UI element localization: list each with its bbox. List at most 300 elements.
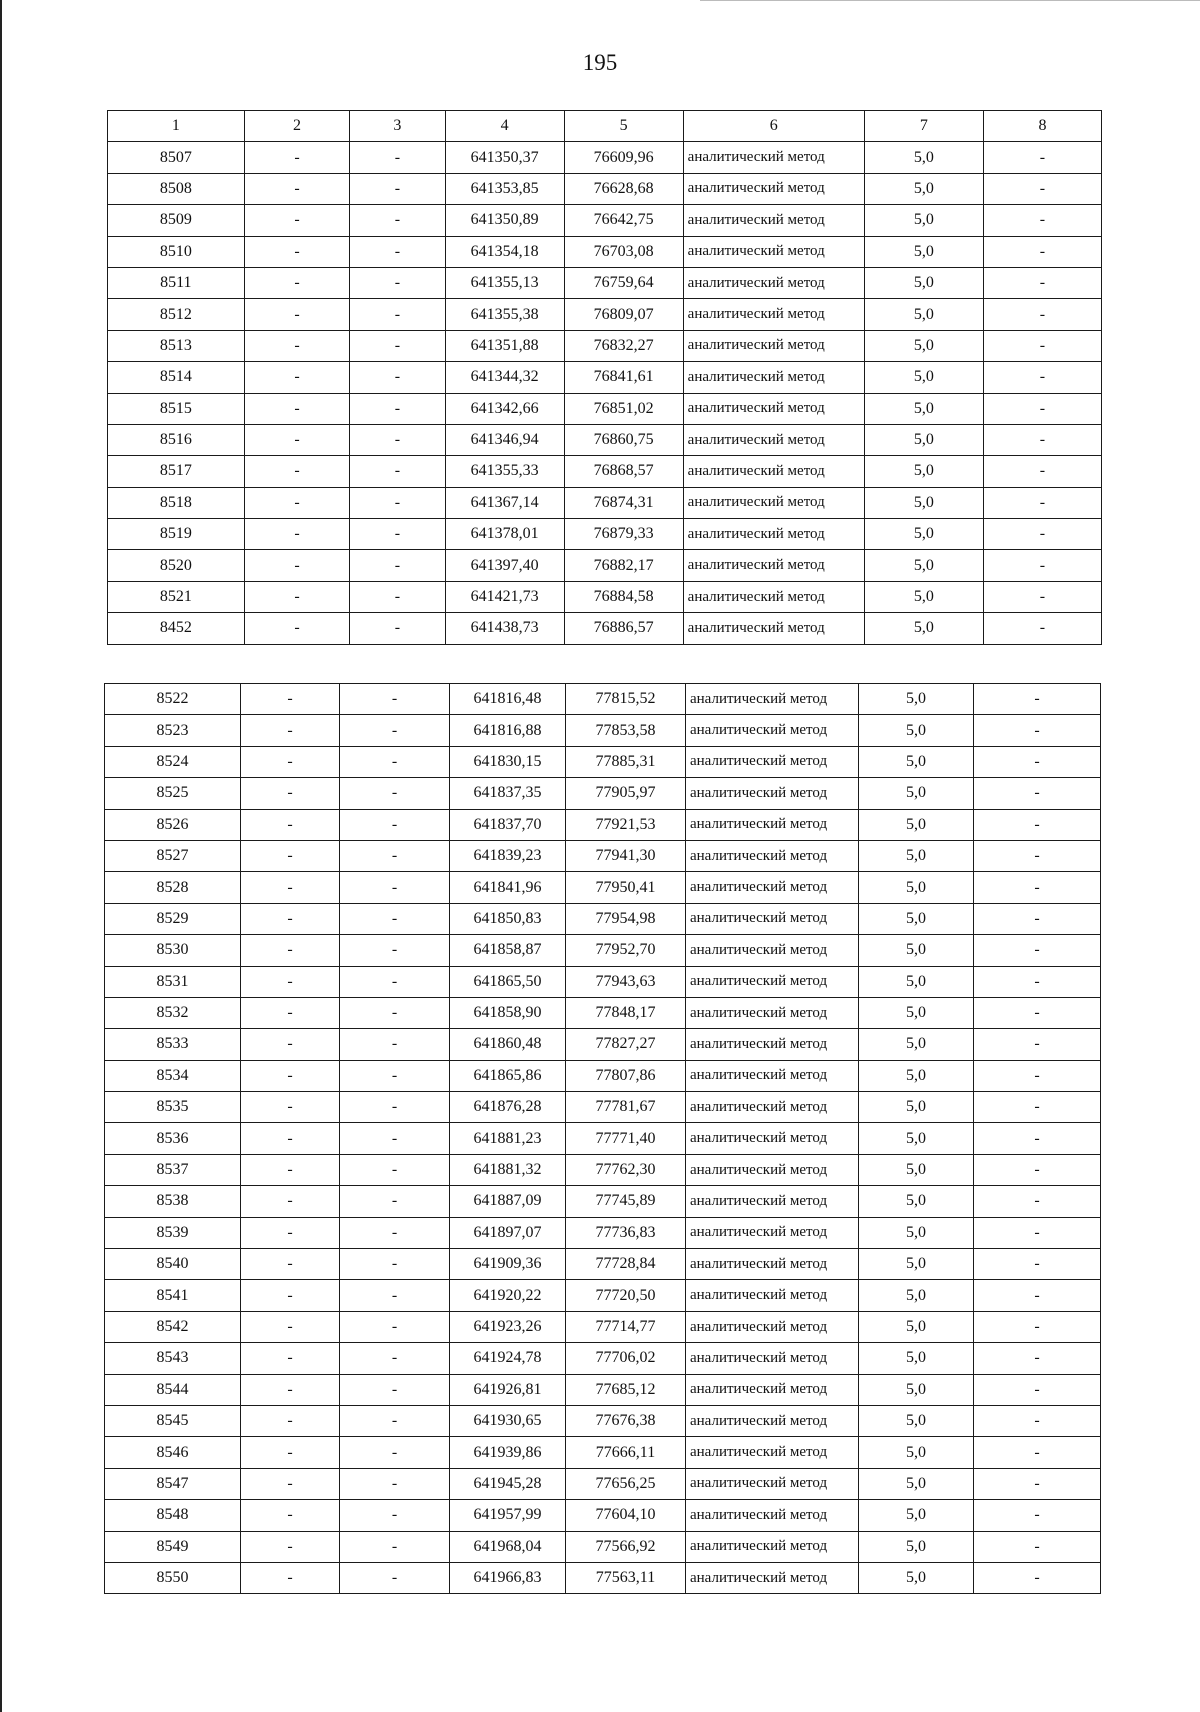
header-cell: 4 — [445, 111, 564, 142]
table-cell: - — [241, 1186, 340, 1217]
table-cell: 76868,57 — [564, 456, 683, 487]
table-cell: - — [241, 1468, 340, 1499]
method-cell: аналитический метод — [686, 778, 859, 809]
table-row — [105, 1249, 1101, 1280]
method-cell: аналитический метод — [686, 1092, 859, 1123]
table-cell: - — [983, 330, 1101, 361]
table-cell: - — [241, 1500, 340, 1531]
table-cell: 77706,02 — [566, 1343, 686, 1374]
table-cell: - — [340, 1500, 450, 1531]
table-cell: 641837,70 — [450, 809, 566, 840]
point-number-cell: 8522 — [105, 684, 241, 715]
method-cell: аналитический метод — [686, 1060, 859, 1091]
method-cell: аналитический метод — [686, 1311, 859, 1342]
table-cell: 77941,30 — [566, 840, 686, 871]
table-cell: - — [241, 1217, 340, 1248]
table-cell: - — [983, 236, 1101, 267]
method-cell: аналитический метод — [686, 715, 859, 746]
table-cell: 5,0 — [859, 903, 974, 934]
table-row — [105, 1343, 1101, 1374]
table-row — [105, 1531, 1101, 1562]
table-cell: - — [983, 205, 1101, 236]
table-cell: - — [244, 393, 350, 424]
method-cell: аналитический метод — [686, 1500, 859, 1531]
method-cell: аналитический метод — [686, 746, 859, 777]
table-cell: 641968,04 — [450, 1531, 566, 1562]
table-row — [108, 267, 1102, 298]
table-cell: - — [983, 142, 1101, 173]
table-cell: 5,0 — [859, 746, 974, 777]
table-cell: - — [340, 1029, 450, 1060]
table-cell: 641923,26 — [450, 1311, 566, 1342]
table-cell: - — [241, 872, 340, 903]
point-number-cell: 8536 — [105, 1123, 241, 1154]
point-number-cell: 8525 — [105, 778, 241, 809]
header-cell: 2 — [244, 111, 350, 142]
table-row — [108, 236, 1102, 267]
table-row — [105, 778, 1101, 809]
table-cell: 641397,40 — [445, 550, 564, 581]
table-cell: - — [340, 1249, 450, 1280]
table-cell: - — [244, 519, 350, 550]
table-cell: - — [244, 330, 350, 361]
table-cell: 641881,23 — [450, 1123, 566, 1154]
table-row — [105, 903, 1101, 934]
method-cell: аналитический метод — [683, 236, 864, 267]
table-cell: 5,0 — [864, 550, 983, 581]
table-cell: - — [340, 1405, 450, 1436]
table-cell: 5,0 — [864, 299, 983, 330]
table-row — [105, 1217, 1101, 1248]
table-cell: 5,0 — [864, 424, 983, 455]
table-cell: 77666,11 — [566, 1437, 686, 1468]
point-number-cell: 8518 — [108, 487, 245, 518]
point-number-cell: 8524 — [105, 746, 241, 777]
table-cell: - — [974, 1249, 1101, 1280]
page-top-rule — [700, 0, 1200, 1]
table-cell: 5,0 — [864, 393, 983, 424]
table-cell: 77950,41 — [566, 872, 686, 903]
point-number-cell: 8534 — [105, 1060, 241, 1091]
table-cell: - — [350, 330, 445, 361]
table-row — [105, 1374, 1101, 1405]
table-cell: - — [340, 1343, 450, 1374]
table-cell: 5,0 — [859, 684, 974, 715]
method-cell: аналитический метод — [683, 393, 864, 424]
table-cell: 641350,37 — [445, 142, 564, 173]
table-cell: - — [241, 1343, 340, 1374]
table-cell: 77771,40 — [566, 1123, 686, 1154]
table-cell: - — [350, 613, 445, 644]
table-row — [105, 1405, 1101, 1436]
header-cell: 6 — [683, 111, 864, 142]
table-cell: 77853,58 — [566, 715, 686, 746]
table-row — [105, 1029, 1101, 1060]
table-cell: - — [974, 778, 1101, 809]
point-number-cell: 8538 — [105, 1186, 241, 1217]
table-cell: 641926,81 — [450, 1374, 566, 1405]
table-row — [108, 550, 1102, 581]
table-cell: 76860,75 — [564, 424, 683, 455]
point-number-cell: 8544 — [105, 1374, 241, 1405]
table-cell: 5,0 — [859, 809, 974, 840]
table-cell: - — [340, 1311, 450, 1342]
point-number-cell: 8507 — [108, 142, 245, 173]
table-cell: - — [244, 205, 350, 236]
table-cell: 77656,25 — [566, 1468, 686, 1499]
table-cell: 76809,07 — [564, 299, 683, 330]
table-cell: 76884,58 — [564, 581, 683, 612]
table-cell: - — [340, 966, 450, 997]
table-cell: 641966,83 — [450, 1562, 566, 1593]
header-cell: 5 — [564, 111, 683, 142]
method-cell: аналитический метод — [683, 424, 864, 455]
table-cell: - — [340, 997, 450, 1028]
table-cell: 77885,31 — [566, 746, 686, 777]
table-cell: - — [244, 173, 350, 204]
table-cell: 5,0 — [859, 1562, 974, 1593]
table-cell: - — [244, 362, 350, 393]
table-cell: 77943,63 — [566, 966, 686, 997]
table-cell: 5,0 — [859, 1029, 974, 1060]
point-number-cell: 8550 — [105, 1562, 241, 1593]
table-cell: - — [340, 1562, 450, 1593]
method-cell: аналитический метод — [686, 1249, 859, 1280]
table-cell: - — [974, 1562, 1101, 1593]
table-cell: 5,0 — [864, 142, 983, 173]
table-cell: 5,0 — [859, 1123, 974, 1154]
table-cell: - — [241, 1123, 340, 1154]
point-number-cell: 8515 — [108, 393, 245, 424]
table-cell: 77745,89 — [566, 1186, 686, 1217]
method-cell: аналитический метод — [686, 1405, 859, 1436]
table-cell: 76851,02 — [564, 393, 683, 424]
table-cell: - — [241, 684, 340, 715]
table-cell: 641881,32 — [450, 1154, 566, 1185]
table-cell: - — [244, 487, 350, 518]
point-number-cell: 8547 — [105, 1468, 241, 1499]
table-cell: 641909,36 — [450, 1249, 566, 1280]
table-cell: - — [974, 1029, 1101, 1060]
table-cell: - — [974, 1343, 1101, 1374]
table-cell: 5,0 — [859, 935, 974, 966]
table-cell: 641939,86 — [450, 1437, 566, 1468]
table-cell: - — [974, 1531, 1101, 1562]
method-cell: аналитический метод — [683, 142, 864, 173]
table-row — [105, 1060, 1101, 1091]
table-cell: 641858,90 — [450, 997, 566, 1028]
table-cell: 641837,35 — [450, 778, 566, 809]
table-cell: - — [974, 966, 1101, 997]
table-cell: 5,0 — [864, 205, 983, 236]
header-cell: 3 — [350, 111, 445, 142]
table-cell: 5,0 — [859, 872, 974, 903]
table-cell: 641342,66 — [445, 393, 564, 424]
table-cell: 5,0 — [864, 613, 983, 644]
table-cell: 641421,73 — [445, 581, 564, 612]
table-cell: 76703,08 — [564, 236, 683, 267]
table-row — [105, 684, 1101, 715]
table-cell: - — [340, 778, 450, 809]
table-row — [108, 393, 1102, 424]
table-row — [105, 1311, 1101, 1342]
table-cell: 641897,07 — [450, 1217, 566, 1248]
table-row — [108, 613, 1102, 644]
table-cell: - — [350, 393, 445, 424]
table-cell: - — [350, 424, 445, 455]
table-row — [108, 299, 1102, 330]
page-left-edge — [0, 0, 2, 1712]
table-cell: - — [974, 997, 1101, 1028]
table-cell: 5,0 — [859, 1092, 974, 1123]
table-row — [105, 1562, 1101, 1593]
table-cell: 5,0 — [864, 456, 983, 487]
table-cell: 641438,73 — [445, 613, 564, 644]
table-cell: - — [340, 1092, 450, 1123]
table-cell: 641860,48 — [450, 1029, 566, 1060]
table-row — [105, 746, 1101, 777]
table-cell: - — [983, 613, 1101, 644]
table-cell: 641924,78 — [450, 1343, 566, 1374]
table-cell: - — [350, 581, 445, 612]
point-number-cell: 8546 — [105, 1437, 241, 1468]
table-cell: 77848,17 — [566, 997, 686, 1028]
method-cell: аналитический метод — [686, 1468, 859, 1499]
table-row — [105, 1186, 1101, 1217]
table-cell: - — [244, 456, 350, 487]
point-number-cell: 8528 — [105, 872, 241, 903]
table-cell: 641876,28 — [450, 1092, 566, 1123]
table-cell: 76609,96 — [564, 142, 683, 173]
method-cell: аналитический метод — [686, 840, 859, 871]
table-cell: 77807,86 — [566, 1060, 686, 1091]
table-cell: 641344,32 — [445, 362, 564, 393]
table-cell: 5,0 — [859, 1468, 974, 1499]
table-row — [108, 330, 1102, 361]
table-cell: - — [244, 550, 350, 581]
point-number-cell: 8519 — [108, 519, 245, 550]
method-cell: аналитический метод — [686, 1343, 859, 1374]
table-cell: - — [244, 142, 350, 173]
table-cell: - — [974, 684, 1101, 715]
table-cell: 5,0 — [864, 236, 983, 267]
table-cell: 5,0 — [859, 1186, 974, 1217]
table-cell: - — [974, 1405, 1101, 1436]
table-cell: 76879,33 — [564, 519, 683, 550]
point-number-cell: 8535 — [105, 1092, 241, 1123]
point-number-cell: 8533 — [105, 1029, 241, 1060]
table-row — [108, 173, 1102, 204]
table-cell: - — [974, 809, 1101, 840]
table-row — [105, 1500, 1101, 1531]
table-cell: - — [340, 1154, 450, 1185]
table-cell: 5,0 — [859, 1405, 974, 1436]
table-cell: - — [241, 1405, 340, 1436]
point-number-cell: 8523 — [105, 715, 241, 746]
method-cell: аналитический метод — [683, 362, 864, 393]
point-number-cell: 8542 — [105, 1311, 241, 1342]
table-cell: - — [241, 903, 340, 934]
table-cell: 5,0 — [859, 1249, 974, 1280]
table-row — [108, 362, 1102, 393]
table-cell: 5,0 — [859, 1060, 974, 1091]
method-cell: аналитический метод — [686, 1186, 859, 1217]
table-cell: - — [974, 1500, 1101, 1531]
table-cell: - — [340, 1468, 450, 1499]
method-cell: аналитический метод — [686, 1280, 859, 1311]
table-cell: - — [241, 1437, 340, 1468]
table-cell: 641887,09 — [450, 1186, 566, 1217]
table-cell: - — [241, 1374, 340, 1405]
table-cell: 5,0 — [864, 581, 983, 612]
table-cell: - — [974, 1468, 1101, 1499]
point-number-cell: 8520 — [108, 550, 245, 581]
table-cell: - — [983, 299, 1101, 330]
table-cell: 641850,83 — [450, 903, 566, 934]
point-number-cell: 8531 — [105, 966, 241, 997]
table-cell: 76642,75 — [564, 205, 683, 236]
table-cell: 5,0 — [859, 1343, 974, 1374]
table-cell: 641816,88 — [450, 715, 566, 746]
table-cell: 5,0 — [859, 1500, 974, 1531]
table-cell: - — [983, 487, 1101, 518]
point-number-cell: 8516 — [108, 424, 245, 455]
table-2-body — [105, 684, 1101, 1594]
table-cell: 641945,28 — [450, 1468, 566, 1499]
table-cell: 77728,84 — [566, 1249, 686, 1280]
table-cell: 641350,89 — [445, 205, 564, 236]
table-cell: - — [340, 1217, 450, 1248]
table-cell: 5,0 — [864, 362, 983, 393]
point-number-cell: 8548 — [105, 1500, 241, 1531]
table-cell: 5,0 — [859, 1531, 974, 1562]
coordinates-table-1 — [107, 110, 1102, 645]
point-number-cell: 8511 — [108, 267, 245, 298]
table-cell: 5,0 — [859, 778, 974, 809]
table-cell: 5,0 — [864, 519, 983, 550]
table-cell: - — [241, 809, 340, 840]
table-cell: 641930,65 — [450, 1405, 566, 1436]
table-cell: 77781,67 — [566, 1092, 686, 1123]
table-row — [105, 935, 1101, 966]
table-row — [108, 581, 1102, 612]
table-cell: 5,0 — [859, 997, 974, 1028]
table-cell: - — [340, 684, 450, 715]
table-cell: 77736,83 — [566, 1217, 686, 1248]
table-cell: - — [340, 1060, 450, 1091]
table-cell: 5,0 — [859, 1374, 974, 1405]
table-cell: - — [974, 1123, 1101, 1154]
table-cell: - — [244, 613, 350, 644]
table-cell: 77720,50 — [566, 1280, 686, 1311]
table-row — [105, 1437, 1101, 1468]
table-cell: 5,0 — [859, 966, 974, 997]
table-cell: 76759,64 — [564, 267, 683, 298]
table-row — [105, 1468, 1101, 1499]
table-cell: 641816,48 — [450, 684, 566, 715]
table-cell: - — [350, 205, 445, 236]
table-cell: 641346,94 — [445, 424, 564, 455]
table-row — [105, 997, 1101, 1028]
table-cell: - — [350, 362, 445, 393]
method-cell: аналитический метод — [683, 456, 864, 487]
table-cell: 5,0 — [859, 1311, 974, 1342]
table-cell: - — [340, 746, 450, 777]
table-row — [105, 966, 1101, 997]
table-cell: - — [241, 935, 340, 966]
table-cell: 77604,10 — [566, 1500, 686, 1531]
point-number-cell: 8545 — [105, 1405, 241, 1436]
table-cell: - — [350, 142, 445, 173]
table-cell: - — [983, 550, 1101, 581]
point-number-cell: 8517 — [108, 456, 245, 487]
method-cell: аналитический метод — [686, 1531, 859, 1562]
method-cell: аналитический метод — [686, 684, 859, 715]
method-cell: аналитический метод — [686, 997, 859, 1028]
table-cell: 641920,22 — [450, 1280, 566, 1311]
table-cell: - — [241, 1562, 340, 1593]
table-cell: 641957,99 — [450, 1500, 566, 1531]
table-cell: 77905,97 — [566, 778, 686, 809]
method-cell: аналитический метод — [683, 299, 864, 330]
table-cell: 641355,33 — [445, 456, 564, 487]
table-cell: - — [974, 1280, 1101, 1311]
table-cell: - — [350, 487, 445, 518]
table-cell: - — [974, 1437, 1101, 1468]
table-cell: - — [340, 809, 450, 840]
point-number-cell: 8539 — [105, 1217, 241, 1248]
point-number-cell: 8532 — [105, 997, 241, 1028]
table-cell: 641353,85 — [445, 173, 564, 204]
table-cell: 77952,70 — [566, 935, 686, 966]
coordinates-table-2 — [104, 683, 1101, 1594]
table-cell: 641865,86 — [450, 1060, 566, 1091]
table-cell: 5,0 — [864, 173, 983, 204]
page-number: 195 — [582, 50, 618, 75]
table-cell: - — [244, 299, 350, 330]
table-cell: 641830,15 — [450, 746, 566, 777]
table-cell: 5,0 — [859, 1280, 974, 1311]
method-cell: аналитический метод — [686, 1029, 859, 1060]
table-cell: 5,0 — [859, 715, 974, 746]
table-cell: - — [340, 903, 450, 934]
method-cell: аналитический метод — [683, 487, 864, 518]
table-cell: 77827,27 — [566, 1029, 686, 1060]
table-row — [105, 840, 1101, 871]
table-cell: - — [241, 1092, 340, 1123]
table-cell: 77566,92 — [566, 1531, 686, 1562]
table-cell: 641354,18 — [445, 236, 564, 267]
point-number-cell: 8452 — [108, 613, 245, 644]
method-cell: аналитический метод — [686, 903, 859, 934]
table-cell: - — [340, 840, 450, 871]
point-number-cell: 8543 — [105, 1343, 241, 1374]
table-row — [105, 809, 1101, 840]
point-number-cell: 8527 — [105, 840, 241, 871]
table-cell: 5,0 — [864, 487, 983, 518]
table-row — [105, 1154, 1101, 1185]
table-cell: 77714,77 — [566, 1311, 686, 1342]
table-cell: - — [340, 1374, 450, 1405]
table-cell: - — [340, 715, 450, 746]
table-cell: - — [983, 267, 1101, 298]
point-number-cell: 8529 — [105, 903, 241, 934]
point-number-cell: 8549 — [105, 1531, 241, 1562]
table-cell: - — [974, 1092, 1101, 1123]
method-cell: аналитический метод — [683, 519, 864, 550]
table-header-row — [108, 111, 1102, 142]
table-cell: - — [241, 1029, 340, 1060]
